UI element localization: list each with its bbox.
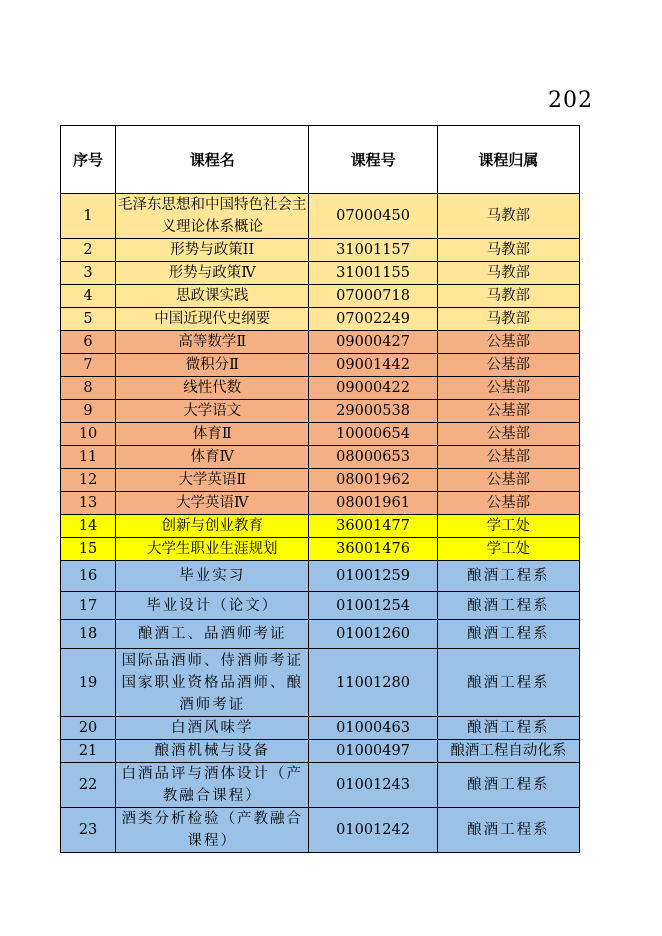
course-code-cell: 08001962 [309, 469, 437, 492]
row-number-cell: 2 [61, 239, 116, 262]
row-number-cell: 11 [61, 446, 116, 469]
table-row [61, 763, 580, 808]
table-row [61, 285, 580, 308]
course-name-cell: 形势与政策II [116, 239, 309, 262]
course-name-cell: 中国近现代史纲要 [116, 308, 309, 331]
course-code-cell: 01000463 [309, 717, 437, 740]
course-name-cell: 酿酒机械与设备 [116, 740, 309, 763]
course-name-cell: 大学英语Ⅳ [116, 492, 309, 515]
course-name-cell: 国际品酒师、侍酒师考证国家职业资格品酒师、酿酒师考证 [116, 649, 309, 717]
course-name-cell: 形势与政策Ⅳ [116, 262, 309, 285]
course-code-cell: 11001280 [309, 649, 437, 717]
course-dept-cell: 马教部 [437, 262, 579, 285]
row-number-cell: 8 [61, 377, 116, 400]
course-code-cell: 08000653 [309, 446, 437, 469]
header-no: 序号 [61, 126, 116, 194]
course-name-cell: 毕业设计（论文） [116, 592, 309, 620]
course-name-cell: 白酒风味学 [116, 717, 309, 740]
course-dept-cell: 酿酒工程系 [437, 717, 579, 740]
course-table [60, 125, 580, 853]
course-dept-cell: 马教部 [437, 239, 579, 262]
course-name-cell: 创新与创业教育 [116, 515, 309, 538]
course-dept-cell: 公基部 [437, 469, 579, 492]
course-dept-cell: 马教部 [437, 308, 579, 331]
course-dept-cell: 马教部 [437, 285, 579, 308]
course-code-cell: 01001260 [309, 620, 437, 649]
course-dept-cell: 公基部 [437, 423, 579, 446]
row-number-cell: 19 [61, 649, 116, 717]
course-code-cell: 29000538 [309, 400, 437, 423]
table-row [61, 354, 580, 377]
course-code-cell: 09000427 [309, 331, 437, 354]
course-name-cell: 体育Ⅱ [116, 423, 309, 446]
course-name-cell: 毕业实习 [116, 561, 309, 592]
course-dept-cell: 酿酒工程系 [437, 592, 579, 620]
row-number-cell: 9 [61, 400, 116, 423]
row-number-cell: 3 [61, 262, 116, 285]
course-dept-cell: 酿酒工程自动化系 [437, 740, 579, 763]
course-name-cell: 酒类分析检验（产教融合课程） [116, 808, 309, 853]
course-code-cell: 01001242 [309, 808, 437, 853]
table-row [61, 808, 580, 853]
row-number-cell: 16 [61, 561, 116, 592]
course-name-cell: 酿酒工、品酒师考证 [116, 620, 309, 649]
row-number-cell: 12 [61, 469, 116, 492]
row-number-cell: 13 [61, 492, 116, 515]
course-code-cell: 01001243 [309, 763, 437, 808]
table-row [61, 446, 580, 469]
course-name-cell: 线性代数 [116, 377, 309, 400]
table-row [61, 308, 580, 331]
header-name: 课程名 [116, 126, 309, 194]
row-number-cell: 14 [61, 515, 116, 538]
row-number-cell: 21 [61, 740, 116, 763]
table-row [61, 239, 580, 262]
course-name-cell: 微积分Ⅱ [116, 354, 309, 377]
course-dept-cell: 酿酒工程系 [437, 561, 579, 592]
table-row [61, 492, 580, 515]
course-name-cell: 思政课实践 [116, 285, 309, 308]
table-body [61, 194, 580, 853]
course-dept-cell: 学工处 [437, 538, 579, 561]
row-number-cell: 5 [61, 308, 116, 331]
course-code-cell: 01000497 [309, 740, 437, 763]
table-row [61, 592, 580, 620]
course-name-cell: 毛泽东思想和中国特色社会主义理论体系概论 [116, 194, 309, 239]
course-code-cell: 31001157 [309, 239, 437, 262]
table-row [61, 515, 580, 538]
row-number-cell: 18 [61, 620, 116, 649]
table-row [61, 400, 580, 423]
table-row [61, 194, 580, 239]
table-row [61, 649, 580, 717]
header-row [61, 126, 580, 194]
course-name-cell: 大学英语Ⅱ [116, 469, 309, 492]
table-row [61, 262, 580, 285]
course-code-cell: 01001259 [309, 561, 437, 592]
course-dept-cell: 酿酒工程系 [437, 808, 579, 853]
course-dept-cell: 酿酒工程系 [437, 763, 579, 808]
row-number-cell: 20 [61, 717, 116, 740]
course-name-cell: 大学语文 [116, 400, 309, 423]
row-number-cell: 7 [61, 354, 116, 377]
page-title: 202 [548, 88, 593, 113]
course-dept-cell: 公基部 [437, 400, 579, 423]
row-number-cell: 6 [61, 331, 116, 354]
row-number-cell: 17 [61, 592, 116, 620]
course-code-cell: 09000422 [309, 377, 437, 400]
course-code-cell: 07000450 [309, 194, 437, 239]
course-dept-cell: 公基部 [437, 377, 579, 400]
course-code-cell: 01001254 [309, 592, 437, 620]
row-number-cell: 22 [61, 763, 116, 808]
table-row [61, 423, 580, 446]
course-code-cell: 07002249 [309, 308, 437, 331]
table-row [61, 717, 580, 740]
table-row [61, 538, 580, 561]
course-code-cell: 10000654 [309, 423, 437, 446]
course-dept-cell: 公基部 [437, 446, 579, 469]
row-number-cell: 23 [61, 808, 116, 853]
course-dept-cell: 酿酒工程系 [437, 649, 579, 717]
course-dept-cell: 公基部 [437, 354, 579, 377]
course-code-cell: 09001442 [309, 354, 437, 377]
header-code: 课程号 [309, 126, 437, 194]
course-name-cell: 高等数学Ⅱ [116, 331, 309, 354]
course-code-cell: 08001961 [309, 492, 437, 515]
course-name-cell: 大学生职业生涯规划 [116, 538, 309, 561]
course-code-cell: 36001476 [309, 538, 437, 561]
header-dept: 课程归属 [437, 126, 579, 194]
course-name-cell: 体育Ⅳ [116, 446, 309, 469]
course-code-cell: 36001477 [309, 515, 437, 538]
course-dept-cell: 学工处 [437, 515, 579, 538]
course-code-cell: 31001155 [309, 262, 437, 285]
table-row [61, 561, 580, 592]
table-row [61, 469, 580, 492]
table-row [61, 620, 580, 649]
course-dept-cell: 马教部 [437, 194, 579, 239]
course-code-cell: 07000718 [309, 285, 437, 308]
row-number-cell: 15 [61, 538, 116, 561]
course-dept-cell: 公基部 [437, 331, 579, 354]
row-number-cell: 4 [61, 285, 116, 308]
course-name-cell: 白酒品评与酒体设计（产教融合课程） [116, 763, 309, 808]
row-number-cell: 1 [61, 194, 116, 239]
table-row [61, 331, 580, 354]
table-row [61, 377, 580, 400]
course-dept-cell: 酿酒工程系 [437, 620, 579, 649]
course-dept-cell: 公基部 [437, 492, 579, 515]
row-number-cell: 10 [61, 423, 116, 446]
table-row [61, 740, 580, 763]
